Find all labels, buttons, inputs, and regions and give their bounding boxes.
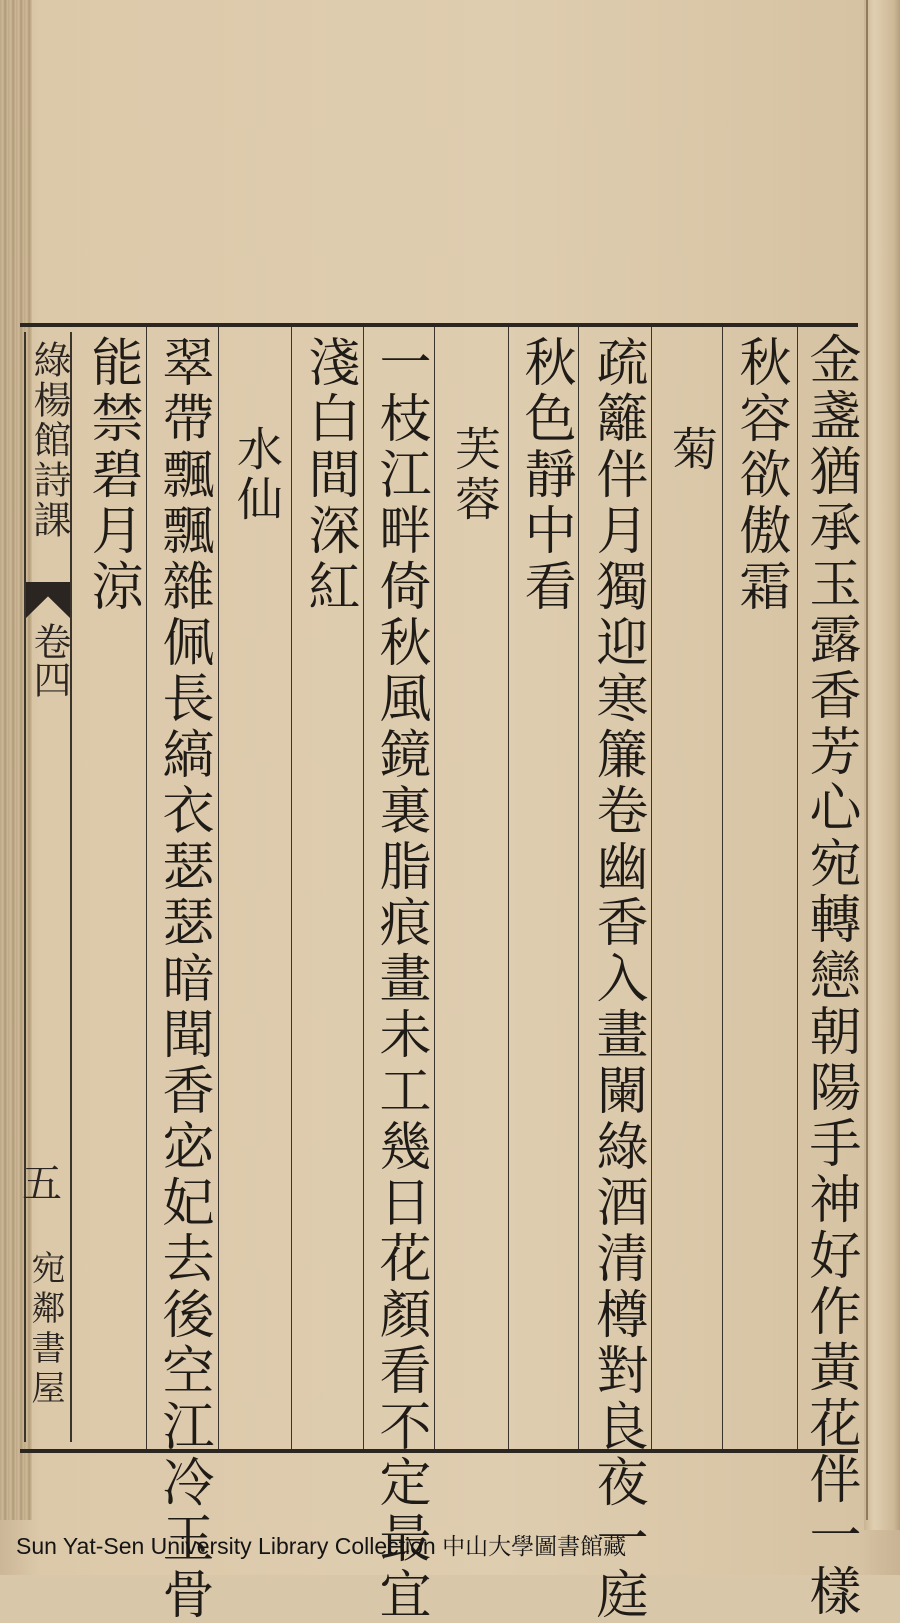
volume-number: 卷四 xyxy=(27,622,71,698)
column-rule xyxy=(651,327,652,1449)
right-border-line xyxy=(866,0,868,1520)
column-rule xyxy=(578,327,579,1449)
column-rule xyxy=(146,327,147,1449)
column-rule xyxy=(291,327,292,1449)
text-column-8: 淺白間深紅 xyxy=(299,335,359,615)
page-stack-right-edge xyxy=(864,0,900,1530)
book-title: 綠楊館詩課 xyxy=(27,340,71,540)
column-rule xyxy=(797,327,798,1449)
poem-title-chrysanthemum: 菊 xyxy=(665,425,719,475)
column-rule xyxy=(722,327,723,1449)
column-rule xyxy=(363,327,364,1449)
leaf-number: 五 xyxy=(22,1161,62,1207)
column-rule xyxy=(218,327,219,1449)
column-rule xyxy=(508,327,509,1449)
text-column-5: 秋色靜中看 xyxy=(515,335,575,615)
poem-title-narcissus: 水仙 xyxy=(230,425,284,525)
text-column-2: 秋容欲傲霜 xyxy=(730,335,790,615)
text-column-11: 能禁碧月涼 xyxy=(82,335,142,615)
poem-title-hibiscus: 芙蓉 xyxy=(448,425,502,525)
text-column-1: 金盞猶承玉露香芳心宛轉戀朝陽手神好作黃花伴一樣 xyxy=(800,332,860,1620)
publisher-name: 宛鄰書屋 xyxy=(25,1250,65,1410)
text-column-10: 翠帶飄飄雜佩長縞衣瑟瑟暗聞香宓妃去後空江冷玉骨 xyxy=(153,335,213,1623)
column-rule xyxy=(434,327,435,1449)
collection-caption: Sun Yat-Sen University Library Collection 中山大學圖書館藏 xyxy=(16,1533,627,1559)
text-column-4: 疏籬伴月獨迎寒簾卷幽香入畫闌綠酒清樽對良夜一庭 xyxy=(587,335,647,1623)
text-column-7: 一枝江畔倚秋風鏡裏脂痕畫未工幾日花顏看不定最宜 xyxy=(370,335,430,1623)
